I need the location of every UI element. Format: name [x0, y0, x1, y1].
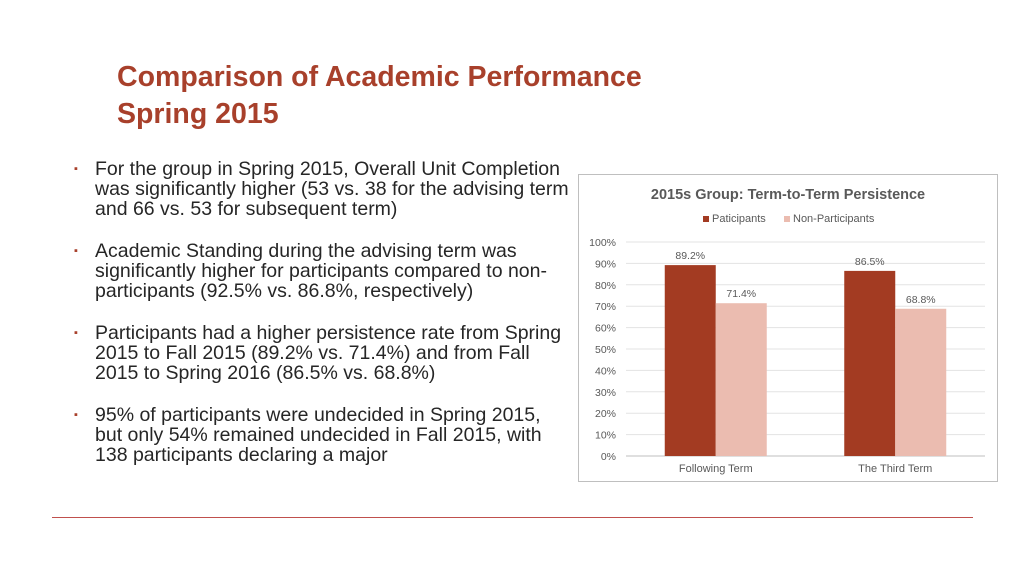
y-tick-label: 0% [600, 451, 616, 463]
bullet-item [72, 159, 572, 219]
bar-value-label: 68.8% [905, 293, 936, 306]
legend-label: Paticipants [712, 213, 766, 225]
persistence-chart [578, 174, 998, 482]
bar-value-label: 86.5% [854, 255, 885, 268]
bottom-divider [52, 517, 973, 518]
chart-x-axis [679, 463, 932, 475]
slide-title-line-1: Comparison of Academic Performance [117, 61, 642, 93]
bullet-item [72, 241, 572, 301]
bullet-marker-icon: ▪ [74, 163, 78, 175]
persistence-chart-svg [579, 175, 997, 481]
y-tick-label: 30% [594, 386, 616, 399]
chart-y-axis [589, 237, 616, 463]
slide-title [117, 59, 817, 133]
bullet-text: Academic Standing during the advising term was significantly higher for participants compared to non-participants (92.5% vs. 86.8%, respectively) [95, 240, 547, 302]
y-tick-label: 80% [594, 279, 616, 292]
bar [895, 309, 946, 456]
y-tick-label: 10% [594, 429, 616, 442]
bullet-marker-icon: ▪ [74, 327, 78, 339]
slide-title-line-2: Spring 2015 [117, 98, 279, 130]
bullet-marker-icon: ▪ [74, 409, 78, 421]
legend-swatch [784, 216, 790, 222]
bar [716, 303, 767, 456]
y-tick-label: 90% [594, 258, 616, 271]
y-tick-label: 70% [594, 301, 616, 314]
chart-legend [703, 213, 875, 225]
legend-label: Non-Participants [793, 213, 875, 225]
bar [665, 265, 716, 456]
chart-title: 2015s Group: Term-to-Term Persistence [650, 187, 926, 203]
bullet-text: For the group in Spring 2015, Overall Unit Completion was significantly higher (53 vs. 38 for the advising term and 66 vs. 53 for subsequent term) [95, 158, 569, 220]
bullet-item [72, 323, 572, 383]
x-category-label: The Third Term [858, 463, 933, 475]
chart-bars [665, 265, 947, 456]
bullet-text: 95% of participants were undecided in Spring 2015, but only 54% remained undecided in Fall 2015, with 138 participants declaring a major [95, 404, 542, 466]
bullet-marker-icon: ▪ [74, 245, 78, 257]
y-tick-label: 100% [589, 237, 616, 249]
bar-value-label: 71.4% [726, 288, 757, 301]
legend-swatch [703, 216, 709, 222]
bullet-text: Participants had a higher persistence rate from Spring 2015 to Fall 2015 (89.2% vs. 71.4%) and from Fall 2015 to Spring 2016 (86.5% vs. 68.8%) [95, 322, 562, 384]
y-tick-label: 50% [594, 344, 616, 356]
y-tick-label: 20% [594, 408, 616, 421]
x-category-label: Following Term [678, 463, 753, 475]
bar [844, 271, 895, 456]
bar-value-label: 89.2% [675, 250, 706, 263]
bullet-item [72, 405, 572, 465]
y-tick-label: 40% [594, 365, 616, 378]
bullet-list [72, 159, 572, 487]
y-tick-label: 60% [594, 322, 616, 335]
